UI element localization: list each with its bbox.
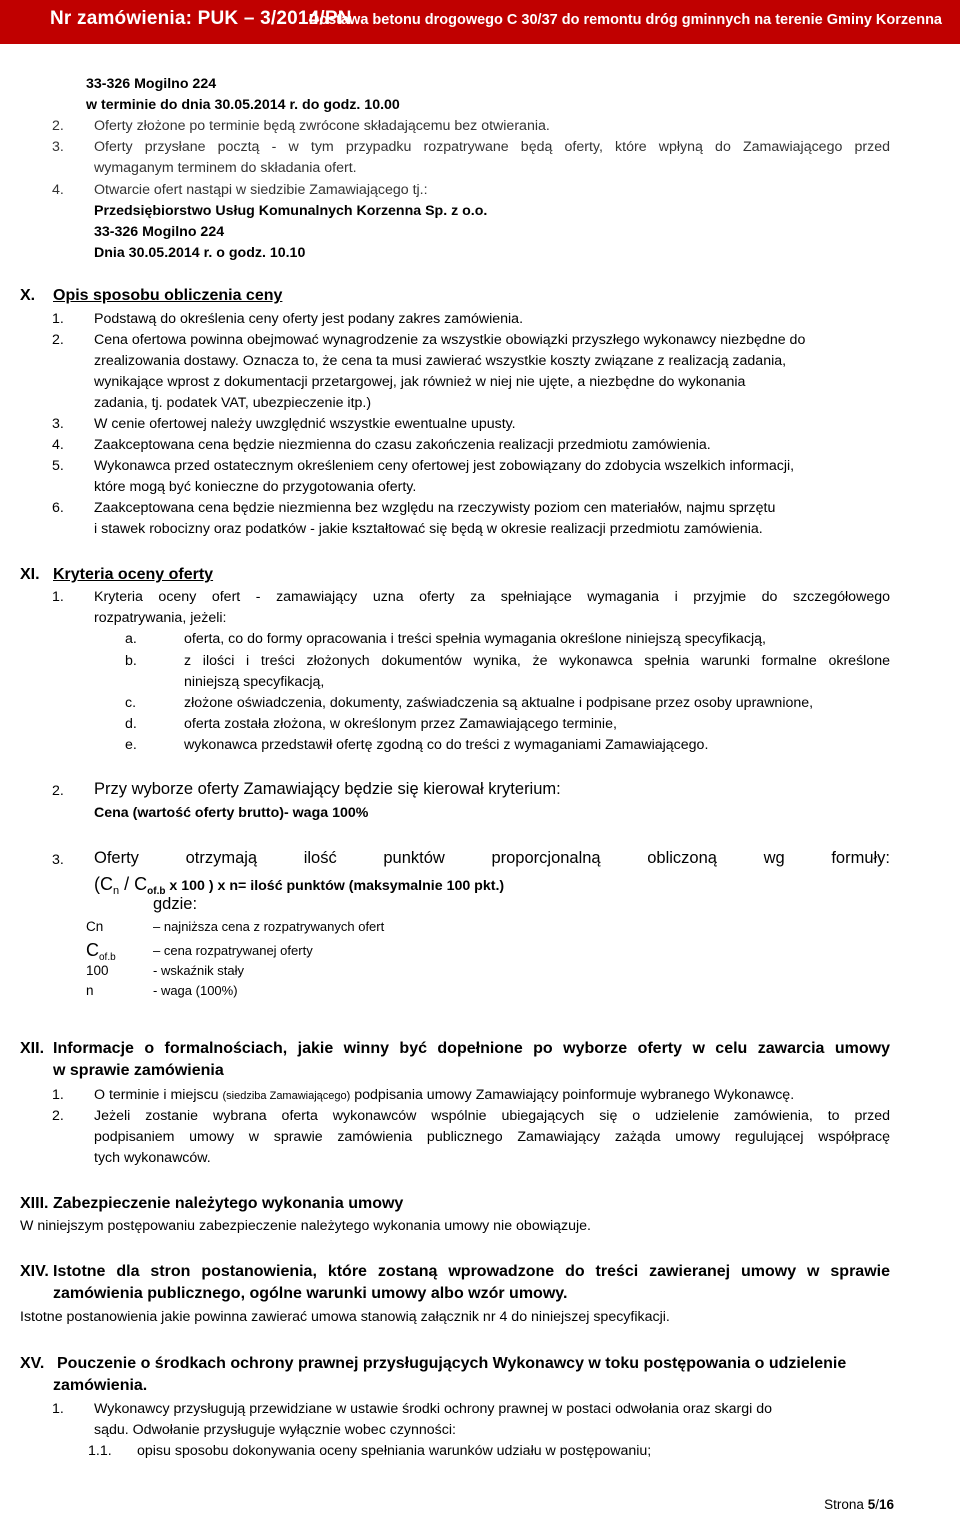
legend-desc: - wskaźnik stały xyxy=(153,963,245,978)
list-num: 3. xyxy=(52,852,64,868)
list-item-cont: zrealizowania dostawy. Oznacza to, że cena ta musi zawierać wszystkie koszty związane z realizacją zadania, xyxy=(94,353,787,369)
legend-symbol-sub: of.b xyxy=(99,951,116,963)
page-label: Strona xyxy=(824,1497,868,1512)
page-separator: / xyxy=(875,1497,879,1512)
formula-rest: x 100 ) x n= ilość punktów (maksymalnie 100 pkt.) xyxy=(165,878,505,894)
list-num: 1. xyxy=(52,1087,64,1103)
list-item: Kryteria oceny ofert - zamawiający uzna oferty za spełniające wymagania i przyjmie do szczegółowego xyxy=(94,589,890,605)
word: punktów xyxy=(383,849,445,867)
order-number: Nr zamówienia: PUK – 3/2014/PN xyxy=(50,8,352,29)
sub-letter: b. xyxy=(125,653,137,669)
legend-symbol: n xyxy=(86,983,94,998)
word: wg xyxy=(763,849,785,867)
sub-item-cont: niniejszą specyfikacją, xyxy=(184,674,325,690)
list-item-cont: rozpatrywania, jeżeli: xyxy=(94,610,227,626)
list-item xyxy=(94,1086,794,1105)
sub-item: oferta, co do formy opracowania i treści spełnia wymagania określone niniejszą specyfikacją, xyxy=(184,631,766,647)
page-current: 5 xyxy=(867,1497,876,1512)
section-title-cont: zamówienia publicznego, ogólne warunki umowy albo wzór umowy. xyxy=(53,1285,568,1302)
legend-symbol-c: C xyxy=(86,940,99,960)
list-item: Przy wyborze oferty Zamawiający będzie się kierował kryterium: xyxy=(94,780,561,798)
word: ilość xyxy=(303,849,337,867)
formula-sub-ofb: of.b xyxy=(147,885,166,897)
list-item-cont: zadania, tj. podatek VAT, ubezpieczenie itp.) xyxy=(94,395,372,411)
section-title: Pouczenie o środkach ochrony prawnej przysługujących Wykonawcy w toku postępowania o udzielenie xyxy=(57,1355,847,1372)
sub-letter: c. xyxy=(125,695,137,711)
legend-desc: - waga (100%) xyxy=(153,983,238,998)
list-item: Cena ofertowa powinna obejmować wynagrodzenie za wszystkie obowiązki przyszłego wykonawcy niezbędne do xyxy=(94,332,806,348)
word: otrzymają xyxy=(185,849,258,867)
section-number: XIII. xyxy=(20,1195,49,1212)
formula-sub-n: n xyxy=(113,884,120,897)
section-number: XIV. xyxy=(20,1263,49,1280)
list-num: 2. xyxy=(52,783,64,799)
word: proporcjonalną xyxy=(491,849,601,867)
formula-open: (C xyxy=(94,874,113,894)
word: obliczoną xyxy=(647,849,717,867)
list-num: 2. xyxy=(52,118,64,134)
list-num: 5. xyxy=(52,458,64,474)
list-num: 6. xyxy=(52,500,64,516)
page-total: 16 xyxy=(878,1497,894,1512)
section-title-cont: zamówienia. xyxy=(53,1377,148,1394)
sub-letter: e. xyxy=(125,737,137,753)
legend-symbol: 100 xyxy=(86,963,109,978)
text-small: (siedziba Zamawiającego) xyxy=(222,1090,351,1102)
list-item: Wykonawcy przysługują przewidziane w ustawie środki ochrony prawnej w postaci odwołania oraz skargi do xyxy=(94,1401,773,1417)
list-num: 3. xyxy=(52,416,64,432)
sub-item: z ilości i treści złożonych dokumentów wynika, że wykonawca spełnia warunki formalne określone xyxy=(184,653,890,669)
formula-intro xyxy=(94,849,890,867)
legend-desc: – najniższa cena z rozpatrywanych ofert xyxy=(153,919,385,934)
sub-letter: a. xyxy=(125,631,137,647)
word: formuły: xyxy=(831,849,890,867)
sub-item: wykonawca przedstawił ofertę zgodną co do treści z wymaganiami Zamawiającego. xyxy=(184,737,709,753)
formula-where: gdzie: xyxy=(153,895,198,913)
section-number: XV. xyxy=(20,1355,45,1372)
text-part: O terminie i miejscu xyxy=(94,1087,223,1103)
list-item: Oferty przysłane pocztą - w tym przypadku rozpatrywane będą oferty, które wpłyną do Zamawiającego przed xyxy=(94,139,890,155)
sub-item: złożone oświadczenia, dokumenty, zaświadczenia są aktualne i podpisane przez osoby uprawnione, xyxy=(184,695,814,711)
section-text: Istotne postanowienia jakie powinna zawierać umowa stanowią załącznik nr 4 do niniejszej specyfikacji. xyxy=(20,1309,670,1325)
list-item: Podstawą do określenia ceny oferty jest podany zakres zamówienia. xyxy=(94,311,524,327)
opening-date: Dnia 30.05.2014 r. o godz. 10.10 xyxy=(94,245,306,261)
list-item: Zaakceptowana cena będzie niezmienna bez względu na rzeczywisty poziom cen materiałów, najmu sprzętu xyxy=(94,500,776,516)
section-title: Opis sposobu obliczenia ceny xyxy=(53,287,283,304)
section-title: Kryteria oceny oferty xyxy=(53,566,214,583)
section-number: XII. xyxy=(20,1040,45,1057)
company-name: Przedsiębiorstwo Usług Komunalnych Korzenna Sp. z o.o. xyxy=(94,203,488,219)
list-num: 4. xyxy=(52,437,64,453)
section-title-cont: w sprawie zamówienia xyxy=(53,1062,224,1079)
legend-desc: – cena rozpatrywanej oferty xyxy=(153,943,313,958)
company-address: 33-326 Mogilno 224 xyxy=(94,224,225,240)
list-num: 1. xyxy=(52,1401,64,1417)
section-text: W niniejszym postępowaniu zabezpieczenie należytego wykonania umowy nie obowiązuje. xyxy=(20,1218,591,1234)
list-num: 2. xyxy=(52,332,64,348)
list-item-cont: które mogą być konieczne do przygotowania oferty. xyxy=(94,479,417,495)
section-number: X. xyxy=(20,287,36,304)
list-num: 2. xyxy=(52,1108,64,1124)
page-number xyxy=(824,1497,894,1512)
list-item: W cenie ofertowej należy uwzględnić wszystkie ewentualne upusty. xyxy=(94,416,516,432)
list-num: 1.1. xyxy=(88,1443,112,1459)
list-num: 4. xyxy=(52,182,64,198)
criterion: Cena (wartość oferty brutto)- waga 100% xyxy=(94,805,369,821)
section-title: Informacje o formalnościach, jakie winny być dopełnione po wyborze oferty w celu zawarcia umowy xyxy=(53,1040,890,1057)
list-num: 1. xyxy=(52,589,64,605)
list-item: Oferty złożone po terminie będą zwrócone składającemu bez otwierania. xyxy=(94,118,550,134)
list-item: Otwarcie ofert nastąpi w siedzibie Zamawiającego tj.: xyxy=(94,182,428,198)
list-item-cont: wymaganym terminem do składania ofert. xyxy=(94,160,357,176)
section-number: XI. xyxy=(20,566,40,583)
list-item-cont: i stawek robocizny oraz podatków - jakie kształtować się będą w okresie realizacji przedmiotu zamówienia. xyxy=(94,521,763,537)
list-item: Jeżeli zostanie wybrana oferta wykonawców wspólnie ubiegających się o udzielenie zamówienia, to przed xyxy=(94,1108,890,1124)
top-deadline: w terminie do dnia 30.05.2014 r. do godz. 10.00 xyxy=(86,97,400,113)
legend-symbol: Cn xyxy=(86,919,104,934)
sub-letter: d. xyxy=(125,716,137,732)
header-title: Dostawa betonu drogowego C 30/37 do remontu dróg gminnych na terenie Gminy Korzenna xyxy=(308,12,942,28)
list-num: 1. xyxy=(52,311,64,327)
word: Oferty xyxy=(94,849,139,867)
list-item-cont: sądu. Odwołanie przysługuje wyłącznie wobec czynności: xyxy=(94,1422,456,1438)
formula-slash: / C xyxy=(119,874,148,894)
list-item: opisu sposobu dokonywania oceny spełniania warunków udziału w postępowaniu; xyxy=(137,1443,652,1459)
list-item-cont: wynikające wprost z dokumentacji przetargowej, jak również w niej nie ujęte, a niezbędne do wykonania xyxy=(94,374,746,390)
list-num: 3. xyxy=(52,139,64,155)
text-part: podpisania umowy Zamawiający poinformuje wybranego Wykonawcę. xyxy=(350,1087,795,1103)
list-item: Wykonawca przed ostatecznym określeniem ceny ofertowej jest zobowiązany do zdobycia wszelkich informacji, xyxy=(94,458,795,474)
sub-item: oferta została złożona, w określonym przez Zamawiającego terminie, xyxy=(184,716,617,732)
list-item-cont: podpisaniem umowy w sprawie zamówienia publicznego Zamawiający zażąda umowy regulującej współpracę xyxy=(94,1129,890,1145)
section-title: Istotne dla stron postanowienia, które zostaną wprowadzone do treści zawieranej umowy w sprawie xyxy=(53,1263,890,1280)
list-item-cont: tych wykonawców. xyxy=(94,1150,211,1166)
list-item: Zaakceptowana cena będzie niezmienna do czasu zakończenia realizacji przedmiotu zamówienia. xyxy=(94,437,711,453)
top-address: 33-326 Mogilno 224 xyxy=(86,76,217,92)
section-title: Zabezpieczenie należytego wykonania umowy xyxy=(53,1195,404,1212)
page-header xyxy=(0,0,960,44)
